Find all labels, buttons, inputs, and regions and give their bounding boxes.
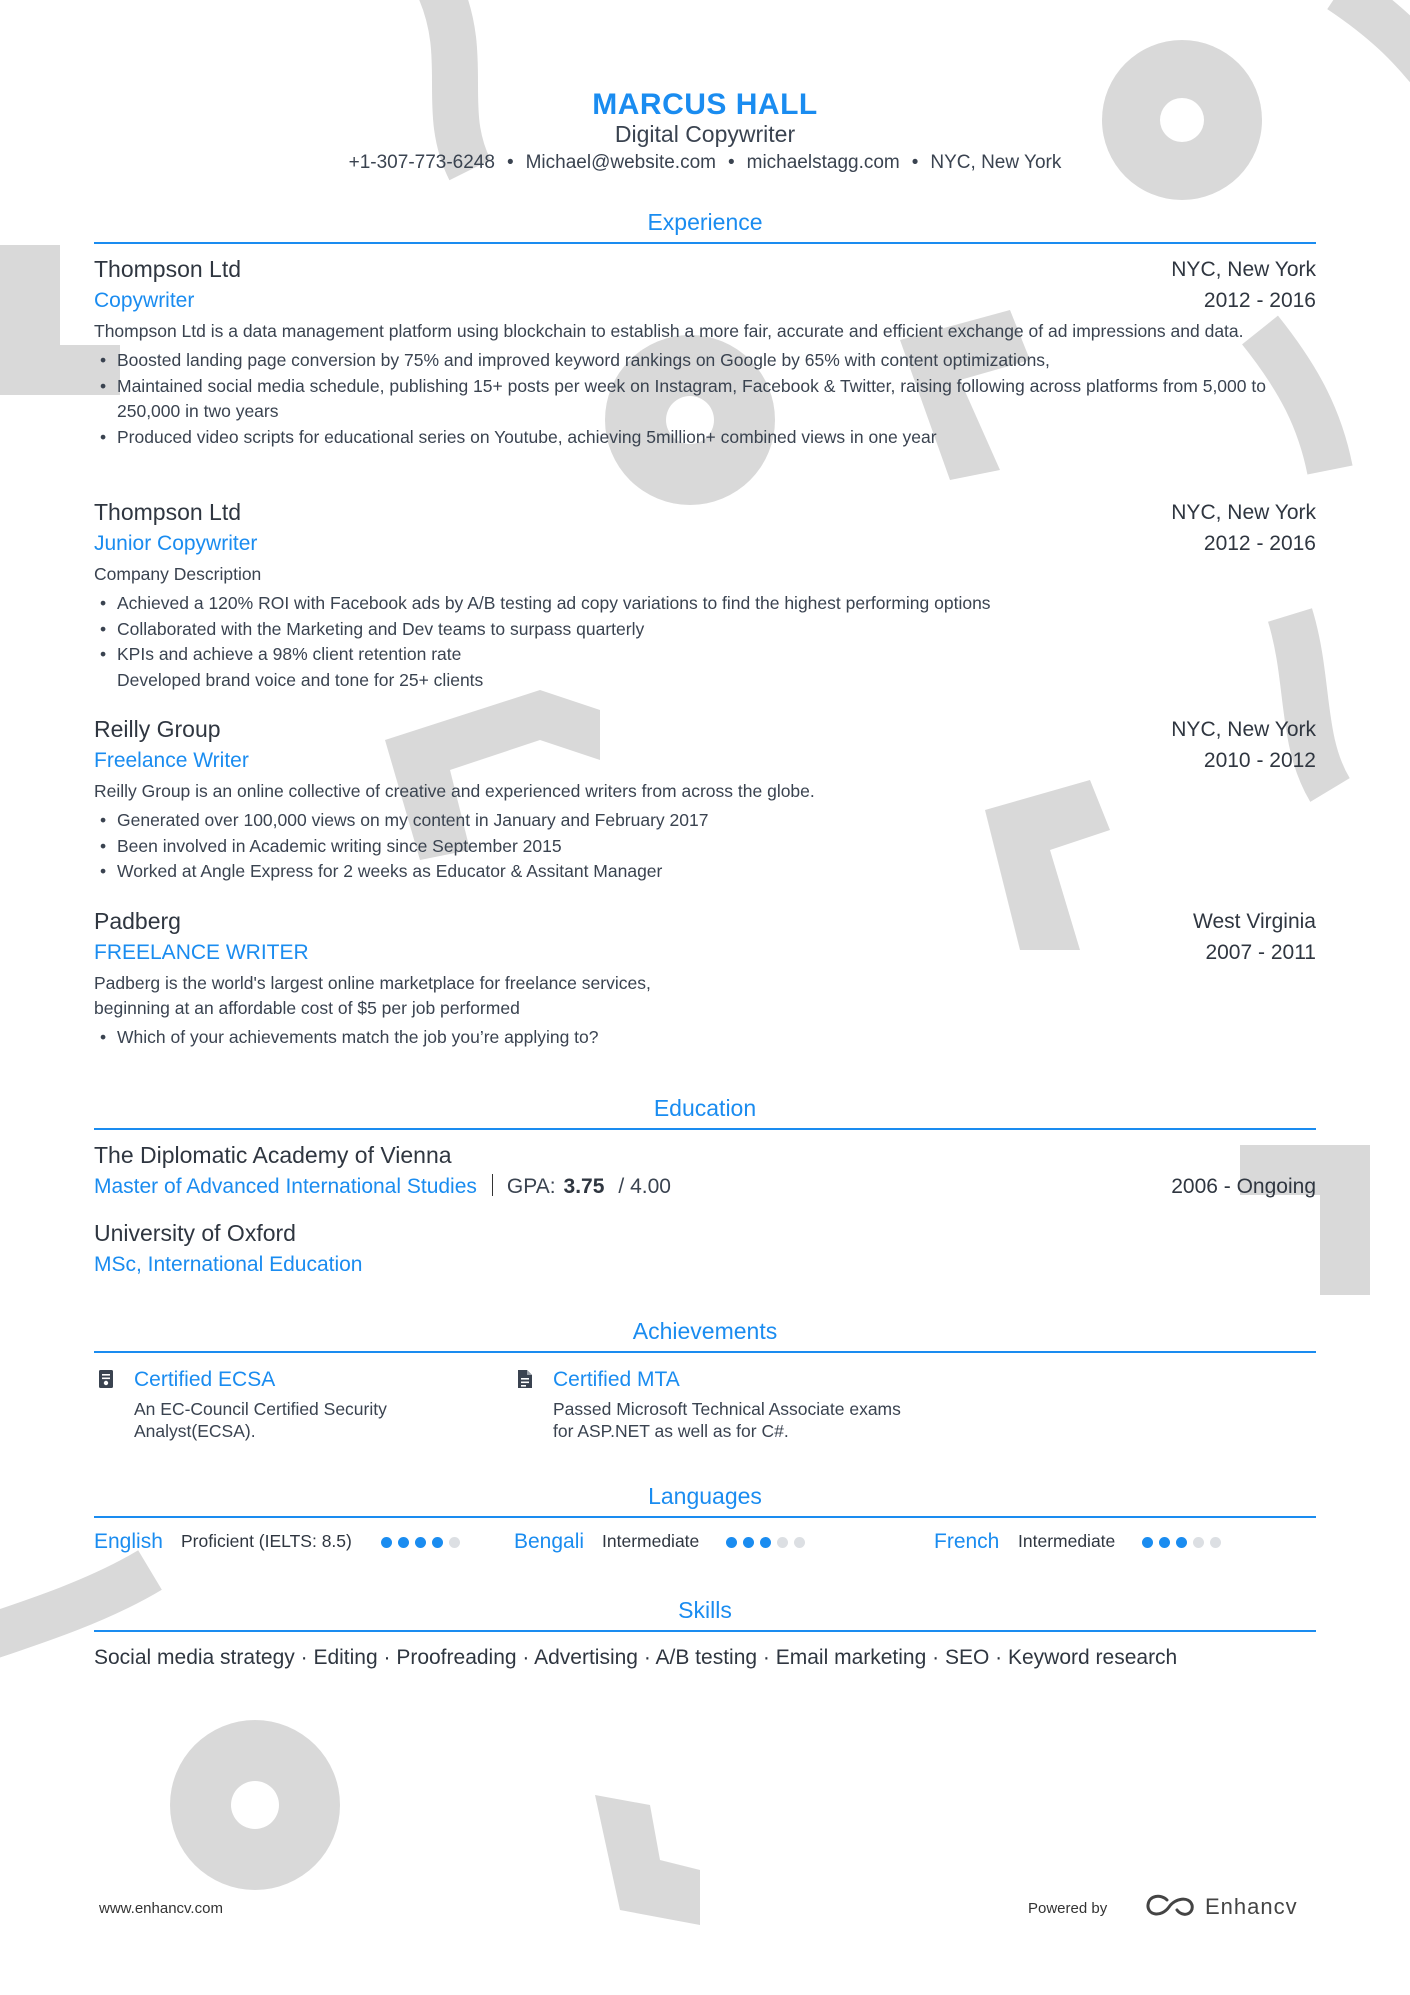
gpa-max: / 4.00 [618, 1175, 671, 1198]
language-level: Proficient (IELTS: 8.5) [181, 1531, 352, 1551]
skill-item: Editing [313, 1646, 378, 1669]
skill-separator: · [637, 1646, 656, 1669]
section-title: Languages [648, 1483, 762, 1509]
achievement-title: Certified ECSA [134, 1368, 276, 1391]
language-rating [1142, 1537, 1227, 1548]
candidate-title: Digital Copywriter [614, 121, 796, 147]
job-description: Company Description [94, 564, 262, 584]
job-description: Reilly Group is an online collective of creative and experienced writers from across the globe. [94, 781, 815, 801]
job-location: NYC, New York [1171, 501, 1316, 524]
language-rating [726, 1537, 811, 1548]
bullet-list [94, 348, 1316, 450]
rating-dot-filled [726, 1537, 737, 1548]
rating-dot-filled [1159, 1537, 1170, 1548]
rating-dot-empty [449, 1537, 460, 1548]
company-name: Thompson Ltd [94, 499, 242, 525]
degree: MSc, International Education [94, 1253, 363, 1276]
skill-item: Social media strategy [94, 1646, 295, 1669]
job-description: Thompson Ltd is a data management platform using blockchain to establish a more fair, accurate and efficient exchange of ad impressions and data. [94, 321, 1244, 341]
achievement-description: Passed Microsoft Technical Associate exams for ASP.NET as well as for C#. [553, 1399, 901, 1441]
skill-item: Email marketing [775, 1646, 927, 1669]
powered-by-label: Powered by [1028, 1900, 1108, 1917]
enhancv-logo-icon [1145, 1893, 1195, 1919]
job-dates: 2010 - 2012 [1203, 749, 1316, 772]
job-role: Copywriter [94, 289, 195, 312]
contact-line [0, 152, 1410, 174]
education-dates: 2006 - Ongoing [1171, 1175, 1316, 1198]
rating-dot-empty [1193, 1537, 1204, 1548]
job-description [94, 971, 1316, 1021]
language-level: Intermediate [1018, 1531, 1116, 1551]
bullet-list [94, 808, 1316, 885]
skill-separator: · [377, 1646, 397, 1669]
job-dates: 2007 - 2011 [1205, 941, 1316, 964]
skill-item: Proofreading [396, 1646, 517, 1669]
job-location: NYC, New York [1171, 718, 1316, 741]
language-name: Bengali [514, 1530, 585, 1553]
section-heading-education [94, 1094, 1316, 1130]
description-line: beginning at an affordable cost of $5 per job performed [94, 998, 520, 1018]
language-name: English [94, 1530, 163, 1553]
school-name: University of Oxford [94, 1220, 296, 1246]
separator-dot: • [727, 152, 735, 173]
bullet-item: • Collaborated with the Marketing and Dev teams to surpass quarterly [94, 617, 1316, 643]
section-title: Experience [647, 209, 763, 235]
section-title: Achievements [632, 1318, 778, 1344]
job-location: NYC, New York [1171, 258, 1316, 281]
language-item [514, 1527, 894, 1555]
education-entry [94, 1140, 1316, 1202]
school-name: The Diplomatic Academy of Vienna [94, 1142, 452, 1168]
achievement-description: An EC-Council Certified Security Analyst(ECSA). [134, 1399, 387, 1441]
rating-dot-filled [432, 1537, 443, 1548]
bullet-item: • Which of your achievements match the job you’re applying to? [94, 1025, 1316, 1051]
footer-website[interactable]: www.enhancv.com [99, 1900, 223, 1917]
skill-separator: · [516, 1646, 535, 1669]
skill-item: Keyword research [1008, 1646, 1178, 1669]
certificate-icon [98, 1369, 114, 1389]
skill-item: SEO [944, 1646, 990, 1669]
bullet-item: • Achieved a 120% ROI with Facebook ads by A/B testing ad copy variations to find the highest performing options [94, 591, 1316, 617]
separator-dot: • [506, 152, 514, 173]
experience-entry [94, 906, 1316, 1051]
bullet-item: • Maintained social media schedule, publishing 15+ posts per week on Instagram, Facebook & Twitter, raising following across platforms from 5,000 to 250,000 in two years [94, 374, 1316, 425]
rating-dot-filled [743, 1537, 754, 1548]
rating-dot-filled [760, 1537, 771, 1548]
experience-entry [94, 254, 1316, 450]
bullet-list [94, 591, 1316, 693]
language-item [94, 1527, 474, 1555]
description-line: Padberg is the world's largest online marketplace for freelance services, [94, 973, 651, 993]
skill-separator: · [294, 1646, 314, 1669]
job-role: Freelance Writer [94, 749, 249, 772]
bullet-item: • Been involved in Academic writing since September 2015 [94, 834, 1316, 860]
degree: Master of Advanced International Studies [94, 1175, 477, 1198]
job-dates: 2012 - 2016 [1203, 289, 1316, 312]
rating-dot-filled [398, 1537, 409, 1548]
language-name: French [934, 1530, 1000, 1553]
education-entry [94, 1218, 1316, 1280]
achievement-title: Certified MTA [553, 1368, 680, 1391]
rating-dot-empty [794, 1537, 805, 1548]
candidate-name: MARCUS HALL [592, 88, 818, 121]
bullet-item: Developed brand voice and tone for 25+ clients [117, 669, 484, 690]
skill-separator: · [926, 1646, 945, 1669]
company-name: Thompson Ltd [94, 256, 242, 282]
gpa-value: 3.75 [563, 1175, 605, 1198]
separator-dot: • [911, 152, 919, 173]
rating-dot-empty [1210, 1537, 1221, 1548]
skill-separator: · [757, 1646, 776, 1669]
phone[interactable]: +1-307-773-6248 [348, 152, 495, 173]
experience-entry [94, 497, 1316, 693]
company-name: Reilly Group [94, 716, 221, 742]
bullet-list [94, 1025, 1316, 1051]
bullet-item: • Worked at Angle Express for 2 weeks as Educator & Assitant Manager [94, 859, 1316, 885]
section-heading-languages [94, 1482, 1316, 1518]
section-title: Skills [678, 1597, 732, 1623]
experience-entry [94, 714, 1316, 885]
job-role: FREELANCE WRITER [94, 941, 309, 964]
website-link[interactable]: michaelstagg.com [746, 152, 900, 173]
skill-item: A/B testing [655, 1646, 758, 1669]
skills-list [94, 1643, 1316, 1673]
skill-item: Advertising [534, 1646, 638, 1669]
location: NYC, New York [930, 152, 1062, 173]
bullet-item: • KPIs and achieve a 98% client retention rate [94, 642, 1316, 668]
rating-dot-filled [415, 1537, 426, 1548]
rating-dot-empty [777, 1537, 788, 1548]
job-dates: 2012 - 2016 [1203, 532, 1316, 555]
company-name: Padberg [94, 908, 181, 934]
language-rating [381, 1537, 466, 1548]
rating-dot-filled [1176, 1537, 1187, 1548]
bullet-item: • Generated over 100,000 views on my content in January and February 2017 [94, 808, 1316, 834]
gpa-label: GPA: [506, 1175, 556, 1198]
skill-separator: · [989, 1646, 1008, 1669]
section-heading-experience [94, 208, 1316, 244]
enhancv-logo-text: Enhancv [1205, 1894, 1298, 1919]
document-icon [517, 1369, 533, 1389]
email[interactable]: Michael@website.com [525, 152, 716, 173]
bullet-item: • Produced video scripts for educational series on Youtube, achieving 5million+ combined views in one year [94, 425, 1316, 451]
bullet-item: • Boosted landing page conversion by 75% and improved keyword rankings on Google by 65% with content optimizations, [94, 348, 1316, 374]
language-item [934, 1527, 1314, 1555]
section-title: Education [653, 1095, 757, 1121]
language-level: Intermediate [602, 1531, 700, 1551]
section-heading-achievements [94, 1317, 1316, 1353]
job-role: Junior Copywriter [94, 532, 258, 555]
section-heading-skills [94, 1596, 1316, 1632]
rating-dot-filled [1142, 1537, 1153, 1548]
rating-dot-filled [381, 1537, 392, 1548]
job-location: West Virginia [1193, 910, 1316, 933]
divider [492, 1174, 493, 1196]
